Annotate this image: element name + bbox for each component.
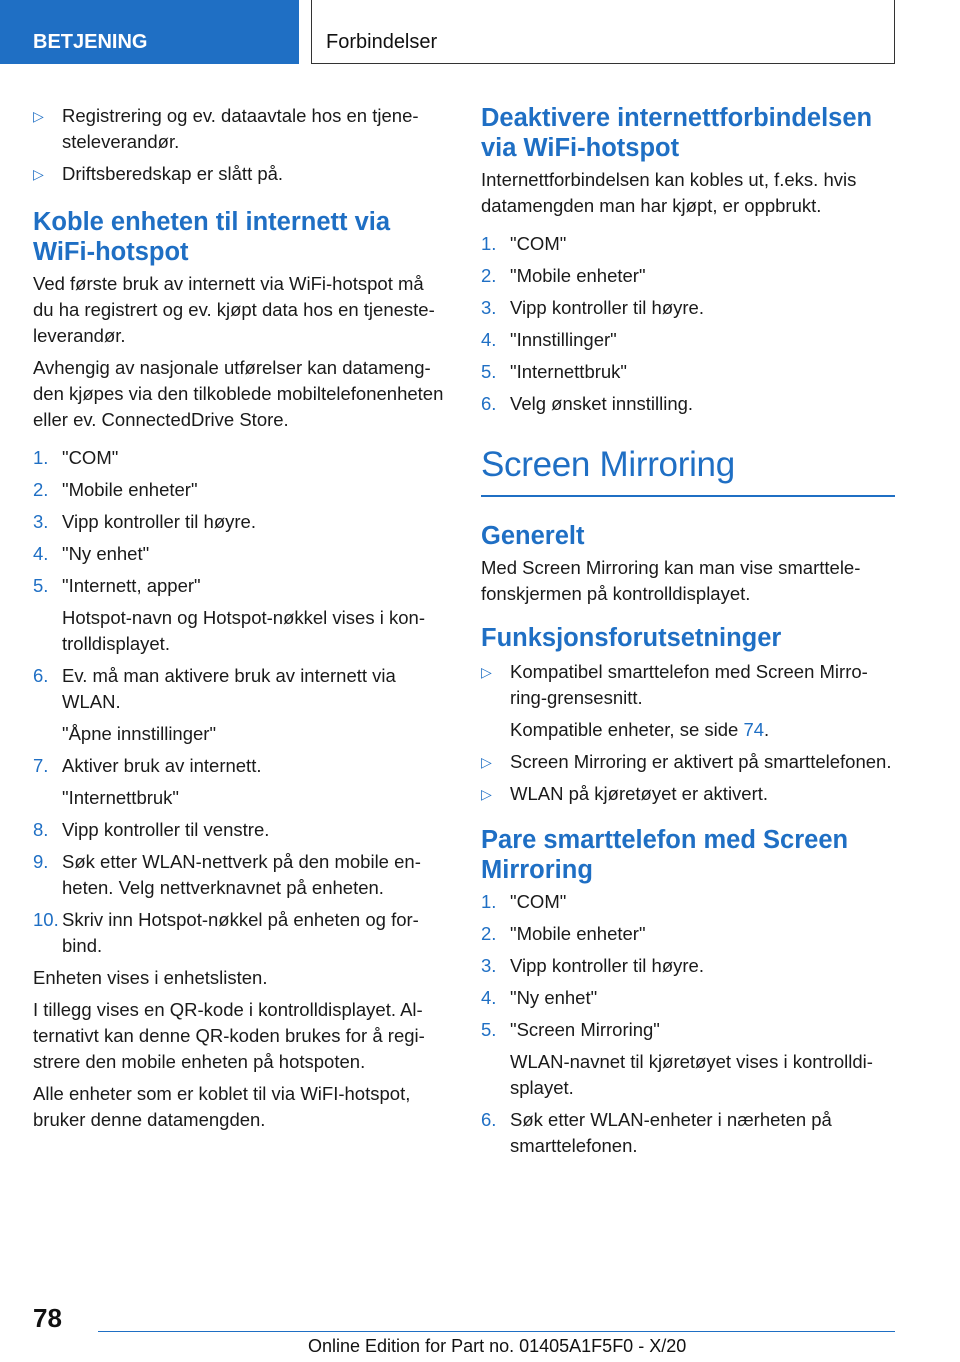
step-number: 9. bbox=[33, 851, 49, 872]
step-item bbox=[481, 231, 895, 257]
step-number: 6. bbox=[481, 393, 497, 414]
triangle-bullet-icon: ▷ bbox=[33, 166, 44, 182]
step-text: Søk etter WLAN-enheter i nærheten på smarttelefonen. bbox=[510, 1108, 832, 1156]
step-text: Velg ønsket innstilling. bbox=[510, 393, 694, 414]
step-subtext: "Åpne innstillinger" bbox=[62, 723, 217, 744]
step-text: "Mobile enheter" bbox=[510, 265, 646, 286]
step-number: 5. bbox=[481, 1018, 497, 1040]
intro-bullet-list bbox=[33, 103, 447, 187]
step-text: "Screen Mirroring" bbox=[510, 1018, 660, 1040]
step-text: "Ny enhet" bbox=[510, 986, 598, 1008]
right-column bbox=[481, 103, 895, 1165]
triangle-bullet-icon: ▷ bbox=[481, 663, 492, 680]
triangle-bullet-icon: ▷ bbox=[481, 785, 492, 802]
heading-deactivate: Deaktivere internettforbindelsen via WiFi-hotspot bbox=[481, 104, 873, 162]
step-text: Vipp kontroller til høyre. bbox=[510, 297, 704, 318]
footer-edition: Online Edition for Part no. 01405A1F5F0 - X/20 bbox=[308, 1336, 687, 1356]
step-item bbox=[481, 359, 895, 385]
step-item bbox=[33, 445, 447, 471]
pair-steps-list bbox=[481, 889, 895, 1159]
step-number: 3. bbox=[33, 511, 49, 532]
paragraph: Internettforbindelsen kan kobles ut, f.eks. hvis datamengden man har kjøpt, er oppbrukt. bbox=[481, 169, 857, 216]
paragraph: Ved første bruk av internett via WiFi-hotspot må du ha registrert og ev. kjøpt data hos en tjenesteleverandør. bbox=[33, 273, 435, 346]
heading-screen-mirroring: Screen Mirroring bbox=[481, 445, 735, 484]
step-number: 2. bbox=[481, 265, 497, 286]
step-item bbox=[33, 907, 447, 959]
list-item bbox=[481, 659, 895, 743]
heading-requirements: Funksjonsforutsetninger bbox=[481, 623, 782, 652]
step-text: "Mobile enheter" bbox=[510, 922, 646, 944]
step-subtext: WLAN-navnet til kjøretøyet vises i kontrolldisplayet. bbox=[510, 1050, 873, 1098]
step-item bbox=[481, 889, 895, 915]
list-item bbox=[33, 161, 447, 187]
heading-connect-hotspot: Koble enheten til internett via WiFi-hotspot bbox=[33, 208, 391, 266]
step-number: 4. bbox=[481, 986, 497, 1008]
step-text: Ev. må man aktivere bruk av internett via WLAN. bbox=[62, 665, 396, 712]
step-subtext: "Internettbruk" bbox=[62, 787, 179, 808]
step-item bbox=[33, 509, 447, 535]
step-number: 8. bbox=[33, 819, 49, 840]
page-number: 78 bbox=[33, 1303, 62, 1333]
step-item bbox=[481, 263, 895, 289]
step-number: 4. bbox=[33, 543, 49, 564]
step-number: 7. bbox=[33, 755, 49, 776]
step-number: 1. bbox=[481, 233, 497, 254]
step-item bbox=[481, 1017, 895, 1101]
list-item-text: Screen Mirroring er aktivert på smarttelefonen. bbox=[510, 750, 892, 772]
step-item bbox=[481, 921, 895, 947]
step-item bbox=[481, 953, 895, 979]
step-number: 6. bbox=[33, 665, 49, 686]
step-text: Vipp kontroller til venstre. bbox=[62, 819, 270, 840]
step-number: 2. bbox=[33, 479, 49, 500]
page-reference-link[interactable]: 74 bbox=[743, 718, 765, 740]
list-item-text: WLAN på kjøretøyet er aktivert. bbox=[510, 782, 769, 804]
connect-steps-list bbox=[33, 445, 447, 959]
list-item bbox=[481, 781, 895, 807]
step-item bbox=[481, 327, 895, 353]
step-item bbox=[33, 541, 447, 567]
section-title: Forbindelser bbox=[311, 0, 895, 64]
step-text: Vipp kontroller til høyre. bbox=[62, 511, 256, 532]
step-text: "Innstillinger" bbox=[510, 329, 617, 350]
paragraph: Avhengig av nasjonale utførelser kan datamengden kjøpes via den tilkoblede mobiltelefonenheten eller ev. ConnectedDrive Store. bbox=[33, 357, 444, 430]
list-item-text: Registrering og ev. dataavtale hos en tjenesteleverandør. bbox=[62, 105, 419, 152]
step-text: "Internettbruk" bbox=[510, 361, 627, 382]
step-item bbox=[33, 663, 447, 747]
triangle-bullet-icon: ▷ bbox=[481, 753, 492, 770]
step-number: 3. bbox=[481, 954, 497, 976]
step-subtext: Hotspot-navn og Hotspot-nøkkel vises i kontrolldisplayet. bbox=[62, 607, 425, 654]
left-column bbox=[33, 103, 447, 1139]
step-text: Skriv inn Hotspot-nøkkel på enheten og forbind. bbox=[62, 909, 419, 956]
triangle-bullet-icon: ▷ bbox=[33, 108, 44, 124]
step-number: 1. bbox=[33, 447, 49, 468]
step-number: 5. bbox=[33, 575, 49, 596]
step-item bbox=[33, 817, 447, 843]
footer-divider bbox=[98, 1331, 895, 1332]
paragraph: Med Screen Mirroring kan man vise smarttelefonskjermen på kontrolldisplayet. bbox=[481, 556, 861, 604]
requirements-list bbox=[481, 659, 895, 807]
list-item-text: Kompatibel smarttelefon med Screen Mirroring-grensesnitt. bbox=[510, 660, 868, 708]
paragraph: Alle enheter som er koblet til via WiFI-hotspot, bruker denne datamengden. bbox=[33, 1083, 411, 1130]
step-item bbox=[481, 1107, 895, 1159]
step-item bbox=[481, 391, 895, 417]
heading-general: Generelt bbox=[481, 521, 585, 550]
step-number: 5. bbox=[481, 361, 497, 382]
step-text: "COM" bbox=[510, 890, 567, 912]
step-number: 6. bbox=[481, 1108, 497, 1130]
step-number: 2. bbox=[481, 922, 497, 944]
step-item bbox=[481, 985, 895, 1011]
step-number: 4. bbox=[481, 329, 497, 350]
step-text: Aktiver bruk av internett. bbox=[62, 755, 262, 776]
list-item-text: Driftsberedskap er slått på. bbox=[62, 163, 284, 184]
step-text: "COM" bbox=[510, 233, 567, 254]
step-item bbox=[33, 477, 447, 503]
deactivate-steps-list bbox=[481, 231, 895, 417]
step-number: 10. bbox=[33, 909, 59, 930]
section-divider bbox=[481, 495, 895, 497]
paragraph: I tillegg vises en QR-kode i kontrolldisplayet. Alternativt kan denne QR-koden brukes for å registrere den mobile enheten på hotspoten. bbox=[33, 999, 425, 1072]
step-text: "Internett, apper" bbox=[62, 575, 201, 596]
step-text: "Ny enhet" bbox=[62, 543, 150, 564]
step-text: Søk etter WLAN-nettverk på den mobile enheten. Velg nettverknavnet på enheten. bbox=[62, 851, 421, 898]
step-item bbox=[33, 849, 447, 901]
paragraph: Enheten vises i enhetslisten. bbox=[33, 967, 268, 988]
step-item bbox=[33, 753, 447, 811]
step-text: "Mobile enheter" bbox=[62, 479, 198, 500]
list-item bbox=[33, 103, 447, 155]
heading-pair-smartphone: Pare smarttelefon med Screen Mirroring bbox=[481, 825, 849, 884]
step-item bbox=[33, 573, 447, 657]
step-number: 1. bbox=[481, 890, 497, 912]
list-item bbox=[481, 749, 895, 775]
chapter-tab: BETJENING bbox=[0, 0, 299, 64]
step-item bbox=[481, 295, 895, 321]
step-text: Vipp kontroller til høyre. bbox=[510, 954, 704, 976]
step-text: "COM" bbox=[62, 447, 119, 468]
list-item-subtext: Kompatible enheter, se side 74. bbox=[510, 718, 770, 740]
step-number: 3. bbox=[481, 297, 497, 318]
